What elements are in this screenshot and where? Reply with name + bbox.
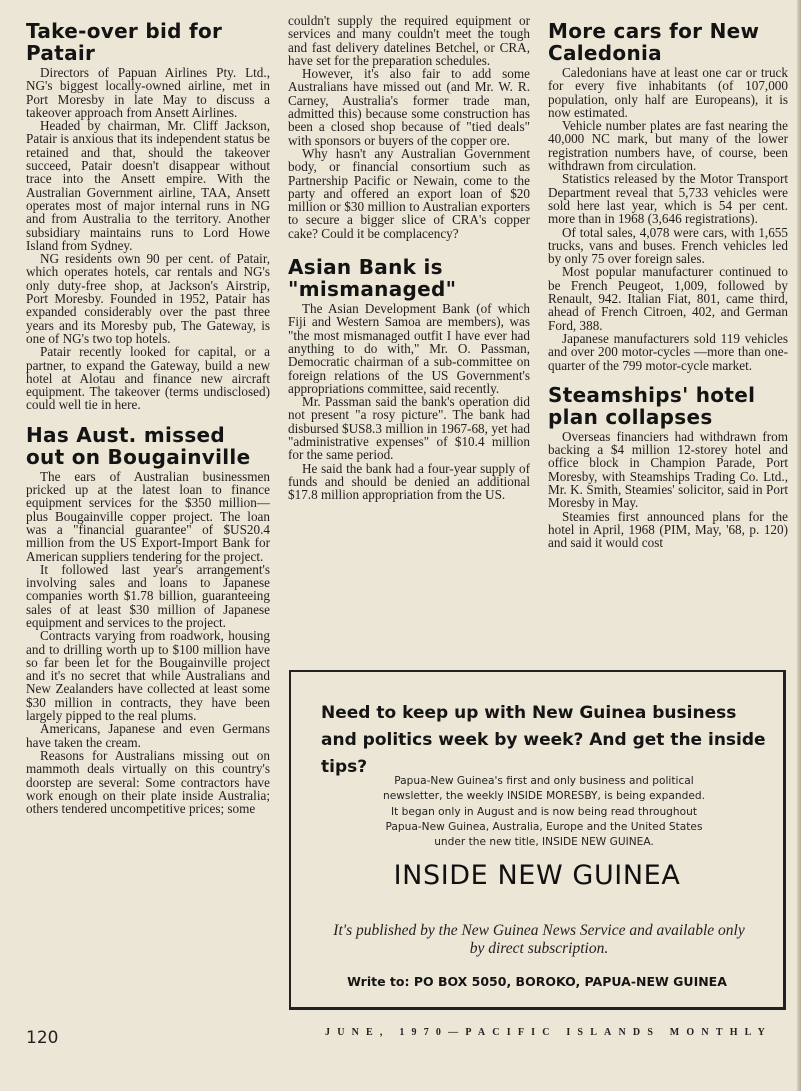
article-paragraph: Contracts varying from roadwork, housing and to drilling worth up to $100 million have so far been let for the Bougainville project and it's no secret that while Australians and New Zealanders have collected at least some $30 million in contracts, they have been largely pipped to the real plums.	[26, 628, 270, 724]
article-paragraph: Mr. Passman said the bank's operation did not present "a rosy picture". The bank had disbursed $US8.3 million in 1967-68, yet had "administrative expenses" of $10.4 million for the same period.	[288, 394, 530, 463]
article-headline-new-caledonia: More cars for New Caledonia	[548, 19, 760, 65]
article-headline-steamships: Steamships' hotel plan collapses	[548, 382, 756, 429]
article-paragraph: Overseas financiers had withdrawn from backing a $4 million 12-storey hotel and office block in Champion Parade, Port Moresby, with Steamships Trading Co. Ltd., Mr. K. Smith, Steamies' solicitor, said in Port Moresby in May.	[548, 428, 788, 511]
column-middle	[288, 14, 530, 502]
article-headline-patair: Take-over bid for Patair	[26, 19, 223, 65]
column-left	[26, 14, 270, 815]
article-headline-asian-bank: Asian Bank is "mismanaged"	[288, 255, 457, 302]
article-paragraph-continued: couldn't supply the required equipment or services and many couldn't meet the tough and fast delivery datelines Betchel, or CRA, have set for the preparation schedules.	[288, 13, 530, 68]
ad-title: INSIDE NEW GUINEA	[393, 860, 681, 891]
article-paragraph: Statistics released by the Motor Transport Department reveal that 5,733 vehicles were sold here last year, which is 54 per cent. more than in 1968 (3,646 registrations).	[548, 171, 788, 227]
article-paragraph: Americans, Japanese and even Germans have taken the cream.	[26, 721, 270, 750]
article-paragraph: Vehicle number plates are fast nearing the 40,000 NC mark, but many of the lower registration numbers have, of course, been withdrawn from circulation.	[548, 118, 788, 174]
article-paragraph: Why hasn't any Australian Government body, or financial consortium such as Partnership Pacific or Newain, come to the party and offered an export loan of $20 million or $30 million to Australian exporters to secure a bigger slice of CRA's copper cake? Could it be complacency?	[288, 145, 530, 241]
article-paragraph: He said the bank had a four-year supply of funds and should be denied an additional $17.8 million appropriation from the US.	[288, 460, 530, 503]
article-headline-bougainville: Has Aust. missed out on Bougainville	[26, 422, 251, 469]
article-paragraph: The ears of Australian businessmen pricked up at the latest loan to finance equipment services for the $350 million—plus Bougainville copper project. The loan was a "financial guarantee" of $US20.4 million from the US Export-Import Bank for American suppliers tendering for the project.	[26, 468, 270, 564]
article-paragraph: It followed last year's arrangement's involving sales and loans to Japanese companies worth $1.78 billion, guaranteeing sales of at least $30 million of Japanese equipment and services to the project.	[26, 561, 270, 630]
article-paragraph: Steamies first announced plans for the hotel in April, 1968 (PIM, May, '68, p. 120) and said it would cost	[548, 508, 788, 551]
ad-description: Papua-New Guinea's first and only business and political newsletter, the weekly INSIDE MORESBY, is being expanded. It began only in August and is now being read throughout Papua-New Guinea, Australia, Europe and the United States under the new title, INSIDE NEW GUINEA.	[383, 775, 705, 849]
article-paragraph: Patair recently looked for capital, or a partner, to expand the Gateway, build a new hotel at Alotau and finance new aircraft equipment. The takeover (terms undisclosed) could well tie in here.	[26, 344, 270, 413]
ad-headline: Need to keep up with New Guinea business and politics week by week? And get the inside tips?	[321, 703, 766, 777]
running-footer: JUNE, 1970—PACIFIC ISLANDS MONTHLY	[325, 1027, 773, 1038]
article-paragraph: Japanese manufacturers sold 119 vehicles and over 200 motor-cycles —more than one-quarter of the 799 motor-cycle market.	[548, 330, 788, 373]
article-paragraph: Directors of Papuan Airlines Pty. Ltd., NG's biggest locally-owned airline, met in Port Moresby in late May to discuss a takeover approach from Ansett Airlines.	[26, 65, 270, 120]
article-paragraph: Most popular manufacturer continued to be French Peugeot, 1,009, followed by Renault, 942. Italian Fiat, 801, came third, ahead of French Citroen, 402, and German Ford, 388.	[548, 264, 788, 333]
article-paragraph: Of total sales, 4,078 were cars, with 1,655 trucks, vans and buses. French vehicles led by only 75 over foreign sales.	[548, 224, 788, 267]
article-paragraph: Caledonians have at least one car or truck for every five inhabitants (of 107,000 population, only half are Europeans), it is now estimated.	[548, 65, 788, 120]
article-paragraph: Headed by chairman, Mr. Cliff Jackson, Patair is anxious that its independent status be retained and that, should the takeover succeed, Patair doesn't disappear without trace into the Ansett empire. With the Australian Government airline, TAA, Ansett operates most of major internal runs in NG and from Australia to the territory. Another subsidiary maintains runs to Lord Howe Island from Sydney.	[26, 118, 270, 253]
article-paragraph: However, it's also fair to add some Australians have missed out (and Mr. W. R. Carney, Australia's former trade man, admitted this) because some construction has been a closed shop because of "tied deals" with sponsors or buyers of the copper ore.	[288, 66, 530, 148]
article-paragraph: The Asian Development Bank (of which Fiji and Western Samoa are members), was "the most mismanaged outfit I have ever had anything to do with," Mr. O. Passman, Democratic chairman of a sub-committee on foreign relations of the US Government's appropriations committee, said recently.	[288, 301, 530, 396]
page-edge-shadow	[797, 0, 801, 1091]
article-paragraph: Reasons for Australians missing out on mammoth deals virtually on this country's doorstep are several: Some contractors have work enough on their plate inside Australia; others tendered uncompetitive prices; some	[26, 747, 270, 817]
article-paragraph: NG residents own 90 per cent. of Patair, which operates hotels, car rentals and NG's only duty-free shop, at Jackson's Airstrip, Port Moresby. Founded in 1952, Patair has expanded considerably over the past three years and its Moresby pub, The Gateway, is one of NG's two top hotels.	[26, 251, 270, 346]
ad-address: Write to: PO BOX 5050, BOROKO, PAPUA-NEW GUINEA	[347, 974, 727, 989]
page-number: 120	[26, 1028, 59, 1048]
ad-subscription-note: It's published by the New Guinea News Service and available only by direct subscription.	[333, 922, 745, 957]
column-right	[548, 14, 788, 550]
advertisement-box	[289, 670, 786, 1010]
